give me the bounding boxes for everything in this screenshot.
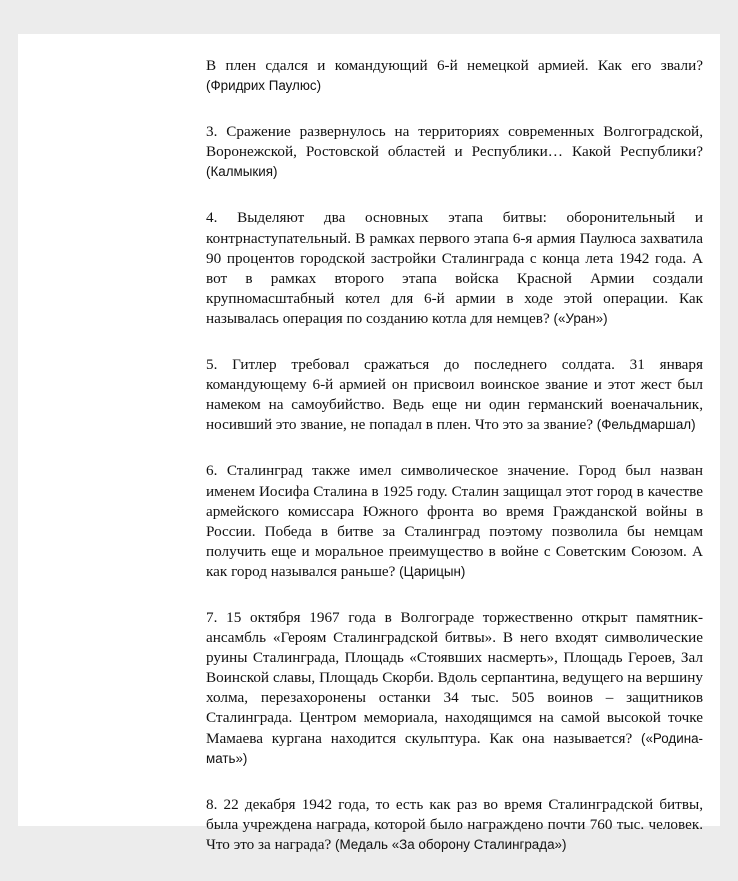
question-paragraph-6 [206, 461, 703, 582]
answer-text: (Фельдмаршал) [596, 417, 696, 433]
question-text: В плен сдался и командующий 6-й немецкой армией. Как его звали? [206, 57, 703, 74]
answer-text: (Фридрих Паулюс) [206, 78, 322, 94]
answer-text: (Медаль «За оборону Сталинграда») [335, 836, 567, 852]
question-paragraph-7 [206, 608, 703, 769]
answer-text: («Уран») [553, 310, 608, 326]
question-text: 5. Гитлер требовал сражаться до последнего солдата. 31 января командующему 6-й армией он присвоил воинское звание и этот жест был намеком на самоубийство. Ведь еще ни один германский военачальник, носивший это звание, не попадал в плен. Что это за звание? [206, 356, 703, 434]
question-text: 7. 15 октября 1967 года в Волгограде торжественно открыт памятник-ансамбль «Героям Сталинградской битвы». В него входят символические руины Сталинграда, Площадь «Стоявших насмерть», Площадь Героев, Зал Воинской славы, Площадь Скорби. Вдоль серпантина, ведущего на вершину холма, перезахоронены останки 34 тыс. 505 воинов – защитников Сталинграда. Центром мемориала, находящимся на самой высокой точке Мамаева кургана находится скульптура. Как она называется? [206, 608, 703, 747]
question-paragraph-5 [206, 355, 703, 435]
answer-text: (Калмыкия) [206, 164, 278, 180]
answer-text: (Царицын) [399, 563, 466, 579]
question-text: 6. Сталинград также имел символическое значение. Город был назван именем Иосифа Сталина в 1925 году. Сталин защищал этот город в качестве армейского комиссара Южного фронта во время Гражданской войны в России. Победа в битве за Сталинград поэтому позволила бы немцам получить еще и моральное преимущество в войне с Советским Союзом. А как город назывался раньше? [206, 462, 703, 580]
question-text: 4. Выделяют два основных этапа битвы: оборонительный и контрнаступательный. В рамках первого этапа 6-я армия Паулюса захватила 90 процентов городской застройки Сталинграда с конца лета 1942 года. А вот в рамках второго этапа войска Красной Армии создали крупномасштабный котел для 6-й армии в ходе этой операции. Как называлась операция по созданию котла для немцев? [206, 209, 703, 327]
question-paragraph-3 [206, 122, 703, 182]
question-paragraph-1 [206, 56, 703, 96]
question-text: 8. 22 декабря 1942 года, то есть как раз во время Сталинградской битвы, была учреждена награда, которой было награждено почти 760 тыс. человек. Что это за награда? [206, 795, 703, 853]
answer-text: («Родина-мать») [206, 730, 703, 766]
document-page [18, 34, 720, 853]
document-content [206, 56, 703, 881]
question-paragraph-4 [206, 208, 703, 329]
question-text: 3. Сражение развернулось на территориях современных Волгоградской, Воронежской, Ростовской областей и Республики… Какой Республики? [206, 123, 703, 161]
question-paragraph-8 [206, 795, 703, 855]
